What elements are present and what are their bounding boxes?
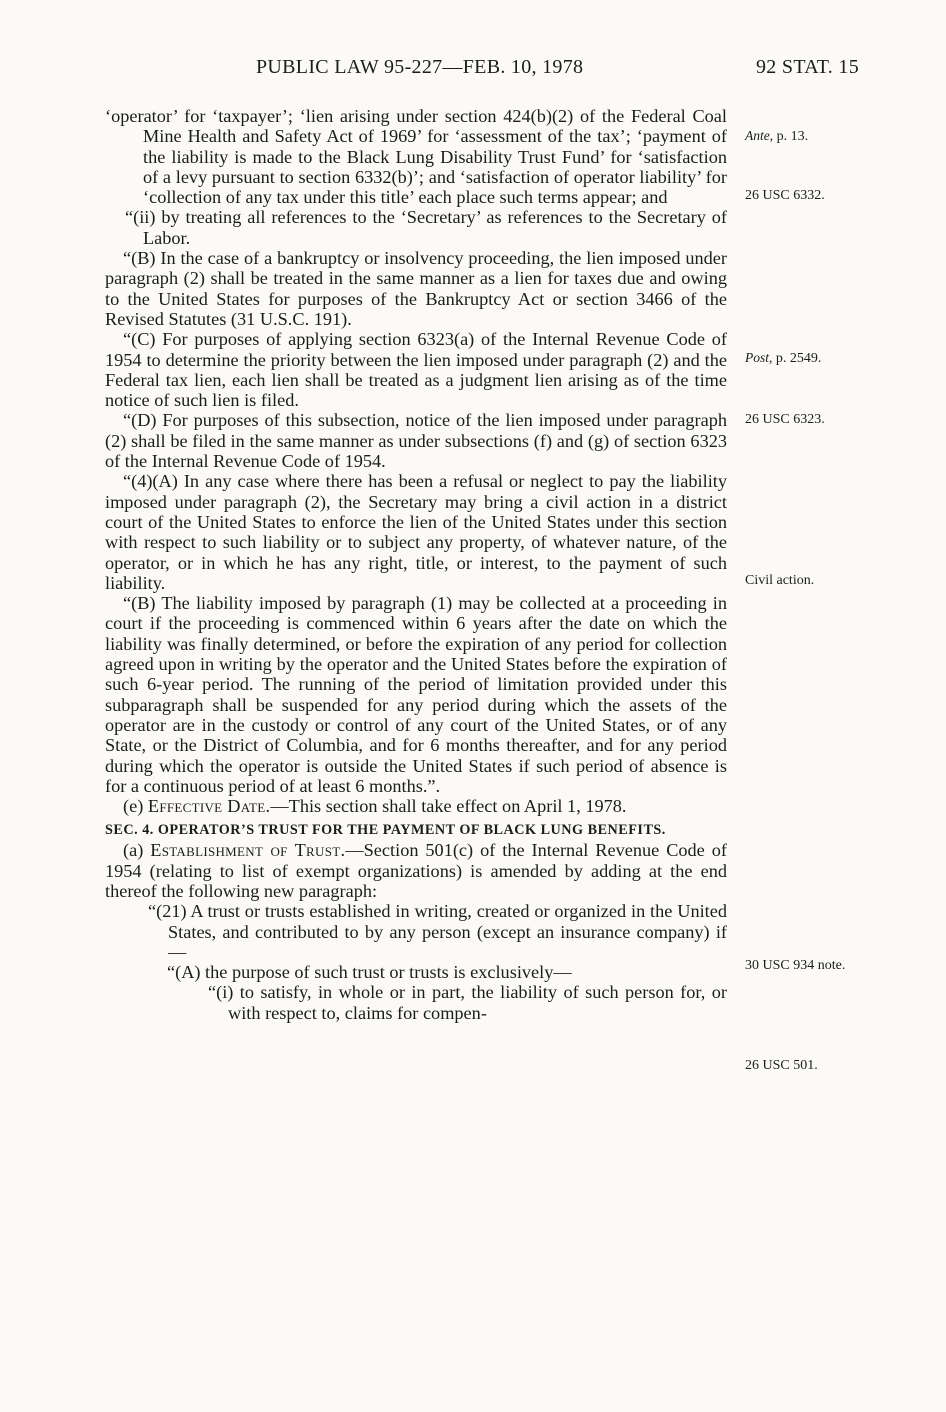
margin-note-ante-label: Ante, xyxy=(745,128,774,143)
margin-note-26-usc-6332: 26 USC 6332. xyxy=(745,188,825,203)
margin-note-post-label: Post, xyxy=(745,350,773,365)
paragraph-operator-substitutions: ‘operator’ for ‘taxpayer’; ‘lien arising under section 424(b)(2) of the Federal Coal Mine Health and Safety Act of 1969’ for ‘assessment of the tax’; ‘payment of the liability is made to the Black Lung Disability Trust Fund’ for ‘satisfaction of a levy pursuant to section 6332(b)’; and ‘satisfaction of operator liability’ for ‘collection of any tax under this title’ each place such terms appear; and xyxy=(105,106,727,208)
margin-note-26-usc-6323: 26 USC 6323. xyxy=(745,412,825,427)
margin-note-civil-action: Civil action. xyxy=(745,573,815,588)
margin-note-ante: Ante, p. 13. xyxy=(745,128,809,144)
margin-note-30-usc-934: 30 USC 934 note. xyxy=(745,958,846,973)
statute-text xyxy=(105,106,727,1023)
running-head-title: PUBLIC LAW 95-227—FEB. 10, 1978 xyxy=(256,56,584,78)
caption-effective-date: Effective Date. xyxy=(147,796,271,817)
paragraph-subparagraph-c-priority: “(C) For purposes of applying section 6323(a) of the Internal Revenue Code of 1954 to determine the priority between the lien imposed under paragraph (2) and the Federal tax lien, each lien shall be treated as a judgment lien arising as of the time notice of such lien is filed. xyxy=(105,329,727,411)
running-head-stat-page: 92 STAT. 15 xyxy=(756,56,859,78)
paragraph-clause-ii: “(ii) by treating all references to the ‘Secretary’ as references to the Secretary of Labor. xyxy=(125,207,727,248)
paragraph-subparagraph-d-notice: “(D) For purposes of this subsection, notice of the lien imposed under paragraph (2) shall be filed in the same manner as under subsections (f) and (g) of section 6323 of the Internal Revenue Code of 1954. xyxy=(105,410,727,472)
paragraph-21-trust: “(21) A trust or trusts established in writing, created or organized in the United States, and contributed to by any person (except an insurance company) if— xyxy=(148,901,727,962)
paragraph-e-effective-date xyxy=(105,796,727,816)
caption-establishment-of-trust: Establishment of Trust. xyxy=(150,840,346,861)
margin-note-post: Post, p. 2549. xyxy=(745,350,822,366)
paragraph-e-lead: (e) xyxy=(123,796,148,817)
paragraph-a-lead: (a) xyxy=(123,840,151,861)
margin-note-26-usc-501: 26 USC 501. xyxy=(745,1058,818,1073)
paragraph-e-body: —This section shall take effect on April 1, 1978. xyxy=(270,796,627,817)
paragraph-4a-civil-action: “(4)(A) In any case where there has been a refusal or neglect to pay the liability imposed under paragraph (2), the Secretary may bring a civil action in a district court of the United States to enforce the lien of the United States under this section with respect to such liability or to subject any property, of whatever nature, of the operator, or in which he has any right, title, or interest, to the payment of such liability. xyxy=(105,471,727,593)
paragraph-21a-i-satisfy: “(i) to satisfy, in whole or in part, the liability of such person for, or with respect to, claims for compen- xyxy=(208,982,727,1023)
paragraph-a-body: —Section 501(c) of the Internal Revenue Code of 1954 (relating to list of exempt organizations) is amended by adding at the end thereof the following new paragraph: xyxy=(105,840,727,901)
paragraph-subparagraph-b-bankruptcy: “(B) In the case of a bankruptcy or insolvency proceeding, the lien imposed under paragraph (2) shall be treated in the same manner as a lien for taxes due and owing to the United States for purposes of the Bankruptcy Act or section 3466 of the Revised Statutes (31 U.S.C. 191). xyxy=(105,248,727,329)
paragraph-21a-purpose: “(A) the purpose of such trust or trusts is exclusively— xyxy=(167,962,572,983)
paragraph-a-establishment xyxy=(105,840,727,901)
paragraph-4b-limitation: “(B) The liability imposed by paragraph (1) may be collected at a proceeding in court if the proceeding is commenced within 6 years after the date on which the liability was finally determined, or before the expiration of any period for collection agreed upon in writing by the operator and the United States before the expiration of such 6-year period. The running of the period of limitation provided under this subparagraph shall be suspended for any period during which the assets of the operator are in the custody or control of any court of the United States, or of any State, or the District of Columbia, and for 6 months thereafter, and for any period during which the operator is outside the United States if such period of absence is for a continuous period of at least 6 months.”. xyxy=(105,593,727,796)
section-4-heading: SEC. 4. OPERATOR’S TRUST FOR THE PAYMENT OF BLACK LUNG BENEFITS. xyxy=(105,822,666,839)
